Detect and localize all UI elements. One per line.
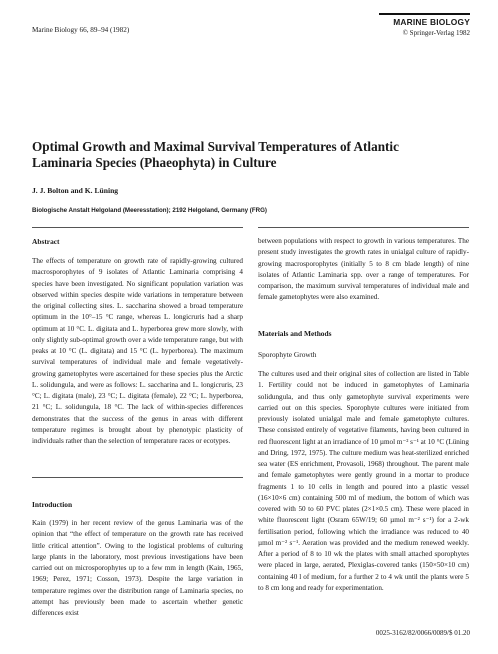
introduction-text: Kain (1979) in her recent review of the genus Laminaria was of the opinion that “the effect of temperature on the growth rate has received little critical attention”. Owing to the logistical problems of culturing large plants in the laboratory, most previous investigations have been carried out on microsporophytes up to a few mm in length (Kain, 1965, 1969; Perez, 1971; Cosson, 1973). Despite the large variation in temperature regimes over the distribution range of Laminaria species, no attempt has previously been made to ascertain whether genetic differences exist bbox=[32, 519, 243, 617]
journal-brand-block bbox=[379, 13, 470, 37]
introduction-body bbox=[32, 518, 243, 619]
title-line-1: Optimal Growth and Maximal Survival Temperatures of Atlantic bbox=[32, 139, 399, 154]
intro-continuation bbox=[258, 236, 469, 304]
right-column-top-rule bbox=[258, 227, 469, 228]
methods-subheading: Sporophyte Growth bbox=[258, 350, 317, 359]
journal-brand: MARINE BIOLOGY bbox=[393, 17, 470, 27]
abstract-heading: Abstract bbox=[32, 237, 60, 246]
intro-continuation-text: between populations with respect to growth in various temperatures. The present study investigates the growth rates in unialgal culture of rapidly-growing macrosporophytes (initially 5 to 8 cm blade length) of nine isolates of Atlantic Laminaria spp. over a range of temperatures. For comparison, the maximum survival temperatures of individual male and female gametophytes were also examined. bbox=[258, 237, 469, 302]
journal-citation: Marine Biology 66, 89–94 (1982) bbox=[32, 26, 130, 34]
methods-heading: Materials and Methods bbox=[258, 329, 332, 338]
abstract-text: The effects of temperature on growth rate of rapidly-growing cultured macrosporophytes of 9 isolates of Atlantic Laminaria comprising 4 species have been investigated. No significant population variation was observed within species despite wide variations in temperature between the original collecting sites. L. saccharina showed a broad temperature optimum in the 10°–15 °C range, whereas L. longicruris had a sharp optimum at 10 °C. L. digitata and L. hyperborea grew more slowly, with only slightly sub-optimal growth over a wide temperature range, but with peaks at 10 °C (L. digitata) and 15 °C (L. hyperborea). The maximum survival temperatures of individual male and female vegetatively-growing gametophytes were ascertained for these species plus the Arctic L. solidungula, and were as follows: L. saccharina and L. longicruris, 23 °C; L. digitata (male), 23 °C; L. digitata (female), 22 °C; L. hyperborea, 21 °C; L. solidungula, 18 °C. The lack of within-species differences demonstrates that the success of the genus in areas with different temperature regimes is brought about by phenotypic plasticity of individuals rather than the selection of temperature races or ecotypes. bbox=[32, 257, 243, 445]
publisher-copyright: © Springer-Verlag 1982 bbox=[402, 29, 470, 37]
abstract-bottom-rule bbox=[32, 477, 243, 478]
article-code: 0025-3162/82/0066/0089/$ 01.20 bbox=[375, 629, 470, 637]
authors: J. J. Bolton and K. Lüning bbox=[32, 186, 119, 195]
methods-body bbox=[258, 369, 469, 594]
methods-text: The cultures used and their original sites of collection are listed in Table 1. Fertility could not be induced in gametophytes of Laminaria solidungula, and thus only gametophyte survival experiments were carried out on this species. Sporophyte cultures were initiated from previously isolated unialgal male and female gametophyte cultures. These consisted entirely of vegetative filaments, having been cultured in red fluorescent light at an irradiance of 10 µmol m⁻² s⁻¹ at 10 °C (Lüning and Dring, 1972, 1975). The culture medium was heat-sterilized enriched sea water (ES enrichment, Provasoli, 1968) throughout. The parent male and female gametophytes were gently ground in a mortar to produce fragments 1 to 10 cells in length and poured into a plastic vessel (16×10×6 cm) containing 500 ml of medium, the bottom of which was covered with 50 to 60 PVC plates (2×1×0.5 cm). These were placed in white fluorescent light (Osram 65W/19; 60 µmol m⁻² s⁻¹) for a 2-wk fertilisation period, following which the irradiance was reduced to 40 µmol m⁻² s⁻¹. Aeration was provided and the medium renewed weekly. After a period of 8 to 10 wk the plates with small attached sporophytes were placed in large, aerated, Plexiglas-covered tanks (150×50×10 cm) containing 40 l of medium, for a further 2 to 4 wk until the plants were 5 to 8 cm long and ready for experimentation. bbox=[258, 370, 469, 592]
title-line-2: Laminaria Species (Phaeophyta) in Culture bbox=[32, 155, 277, 170]
abstract-body bbox=[32, 256, 243, 447]
affiliation: Biologische Anstalt Helgoland (Meeresstation); 2192 Helgoland, Germany (FRG) bbox=[32, 207, 267, 214]
paper-title bbox=[32, 139, 472, 171]
introduction-heading: Introduction bbox=[32, 500, 73, 509]
abstract-top-rule bbox=[32, 227, 243, 228]
brand-rule bbox=[379, 13, 470, 15]
